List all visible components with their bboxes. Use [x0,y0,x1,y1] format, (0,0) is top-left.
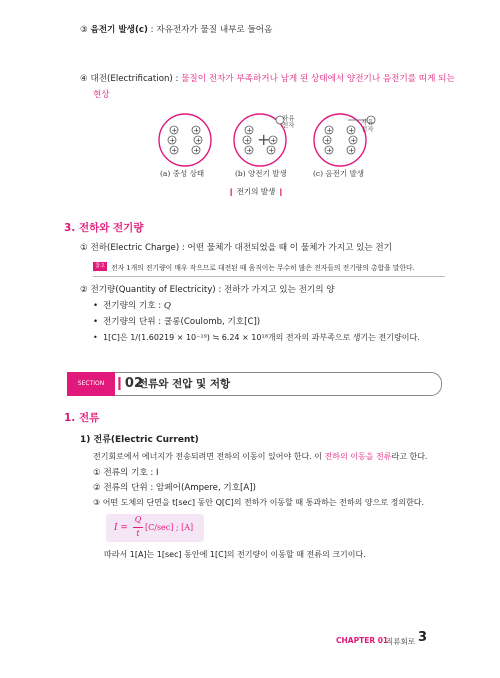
circled-number: ① [80,243,88,253]
charge-pair-sign: + [326,146,333,155]
item-4 [80,73,455,85]
figure-label-a: (a) 중성 상태 [160,169,205,178]
bullet-quantity-symbol: • 전기량의 기호 : Q [93,301,171,311]
subheading-current: 1) 전류(Electric Current) [80,435,199,445]
term: 전하(Electric Charge) [90,243,180,253]
description: : 자유전자가 물질 내부로 들어옴 [147,25,273,35]
term: 전류의 단위 [103,483,148,493]
circled-number: ③ [80,25,88,35]
formula-unit: [C/sec] ; [A] [145,523,194,532]
description: : I [147,468,159,478]
caption-text: 전기의 발생 [236,187,276,196]
figure-label-c: (c) 음전기 발생 [313,169,365,178]
bullet-quantity-unit: • 전기량의 단위 : 쿨롱(Coulomb, 기호[C]) [93,317,261,327]
item-3 [80,24,272,36]
formula-fraction-bar [133,527,143,528]
footer-title: 직류회로 [386,637,415,646]
bullet-coulomb-definition: • 1[C]은 1/(1.60219 × 10⁻¹⁹) ≒ 6.24 × 10¹⁸개의 전자의 과부족으로 생기는 전기량이다. [93,333,420,342]
circled-number: ③ [93,498,101,507]
figure-label-b: (b) 양전기 발생 [235,169,287,178]
section-title: 전류와 전압 및 저항 [138,378,231,390]
charge-pair-sign: + [171,146,178,155]
note-tag: 참고 [93,262,107,271]
charge-item-1 [80,242,392,254]
term: 전기량(Quantity of Electricity) [90,285,216,295]
heading-current: 1. 전류 [64,412,100,424]
free-electron-label-b: 자유 전자 [282,114,295,129]
description: : 전하가 가지고 있는 전기의 양 [215,285,335,295]
circled-number: ② [93,483,101,493]
heading-charge: 3. 전하와 전기량 [64,222,144,234]
term: 음전기 발생(c) [90,25,148,35]
svg-text:+: + [257,130,271,149]
circled-number: ① [93,468,101,478]
term: 대전(Electrification) : [90,74,182,84]
atom-positive [234,114,286,166]
figure-caption: ❙ 전기의 발생 ❙ [228,187,284,196]
highlight: 전하의 이동을 전류 [324,452,392,461]
charge-pair-sign: + [246,126,253,135]
current-paragraph: 전기회로에서 에너지가 전송되려면 전하의 이동이 있어야 한다. 이 전하의 이동을 전류라고 한다. [93,452,428,461]
charge-pair-sign: + [169,136,176,145]
footer-chapter: CHAPTER 01 [336,636,389,645]
charge-pair-sign: + [193,126,200,135]
charge-pair-sign: + [171,126,178,135]
section-number: ❙02 [114,376,143,391]
free-electron-label-c: 자유 전자 [361,118,374,133]
item-4-continued: 현상 [93,90,110,100]
charge-pair-sign: + [348,146,355,155]
description: : 어떤 물체가 대전되었을 때 이 물체가 가지고 있는 전기 [179,243,393,253]
atom-neutral [159,114,211,166]
current-conclusion: 따라서 1[A]는 1[sec] 동안에 1[C]의 전기량이 이동할 때 전류의 크기이다. [104,550,366,559]
formula-denominator: t [136,529,140,538]
description: 물질이 전자가 부족하거나 남게 된 상태에서 양전기나 음전기를 띠게 되는 [181,74,455,84]
description: 어떤 도체의 단면을 t[sec] 동안 Q[C]의 전하가 이동할 때 통과하는 전하의 양으로 정의한다. [102,498,425,507]
description: : 암페어(Ampere, 기호[A]) [147,483,256,493]
circled-number: ④ [80,74,88,84]
charge-pair-sign: + [348,126,355,135]
charge-pair-sign: + [270,136,277,145]
charge-pair-sign: + [195,136,202,145]
charge-pair-sign: + [326,126,333,135]
symbol-q: Q [163,301,171,311]
page-number: 3 [418,630,428,645]
current-item-1 [93,467,159,479]
formula-numerator: Q [134,515,142,524]
formula-lhs: I = [114,523,128,533]
charge-pair-sign: + [268,146,275,155]
current-item-2 [93,482,256,494]
charge-pair-sign: + [244,136,251,145]
term: 전류의 기호 [103,468,148,478]
note-text: 전자 1개의 전기량이 매우 작으므로 대전된 때 움직이는 무수히 많은 전자들의 전기량의 총합을 말한다. [111,264,415,272]
charge-pair-sign: + [246,146,253,155]
circled-number: ② [80,285,88,295]
current-item-3 [93,497,424,509]
section-label: SECTION [67,372,115,396]
charge-pair-sign: + [350,136,357,145]
charge-pair-sign: + [193,146,200,155]
charge-item-2 [80,284,335,296]
charge-pair-sign: + [324,136,331,145]
